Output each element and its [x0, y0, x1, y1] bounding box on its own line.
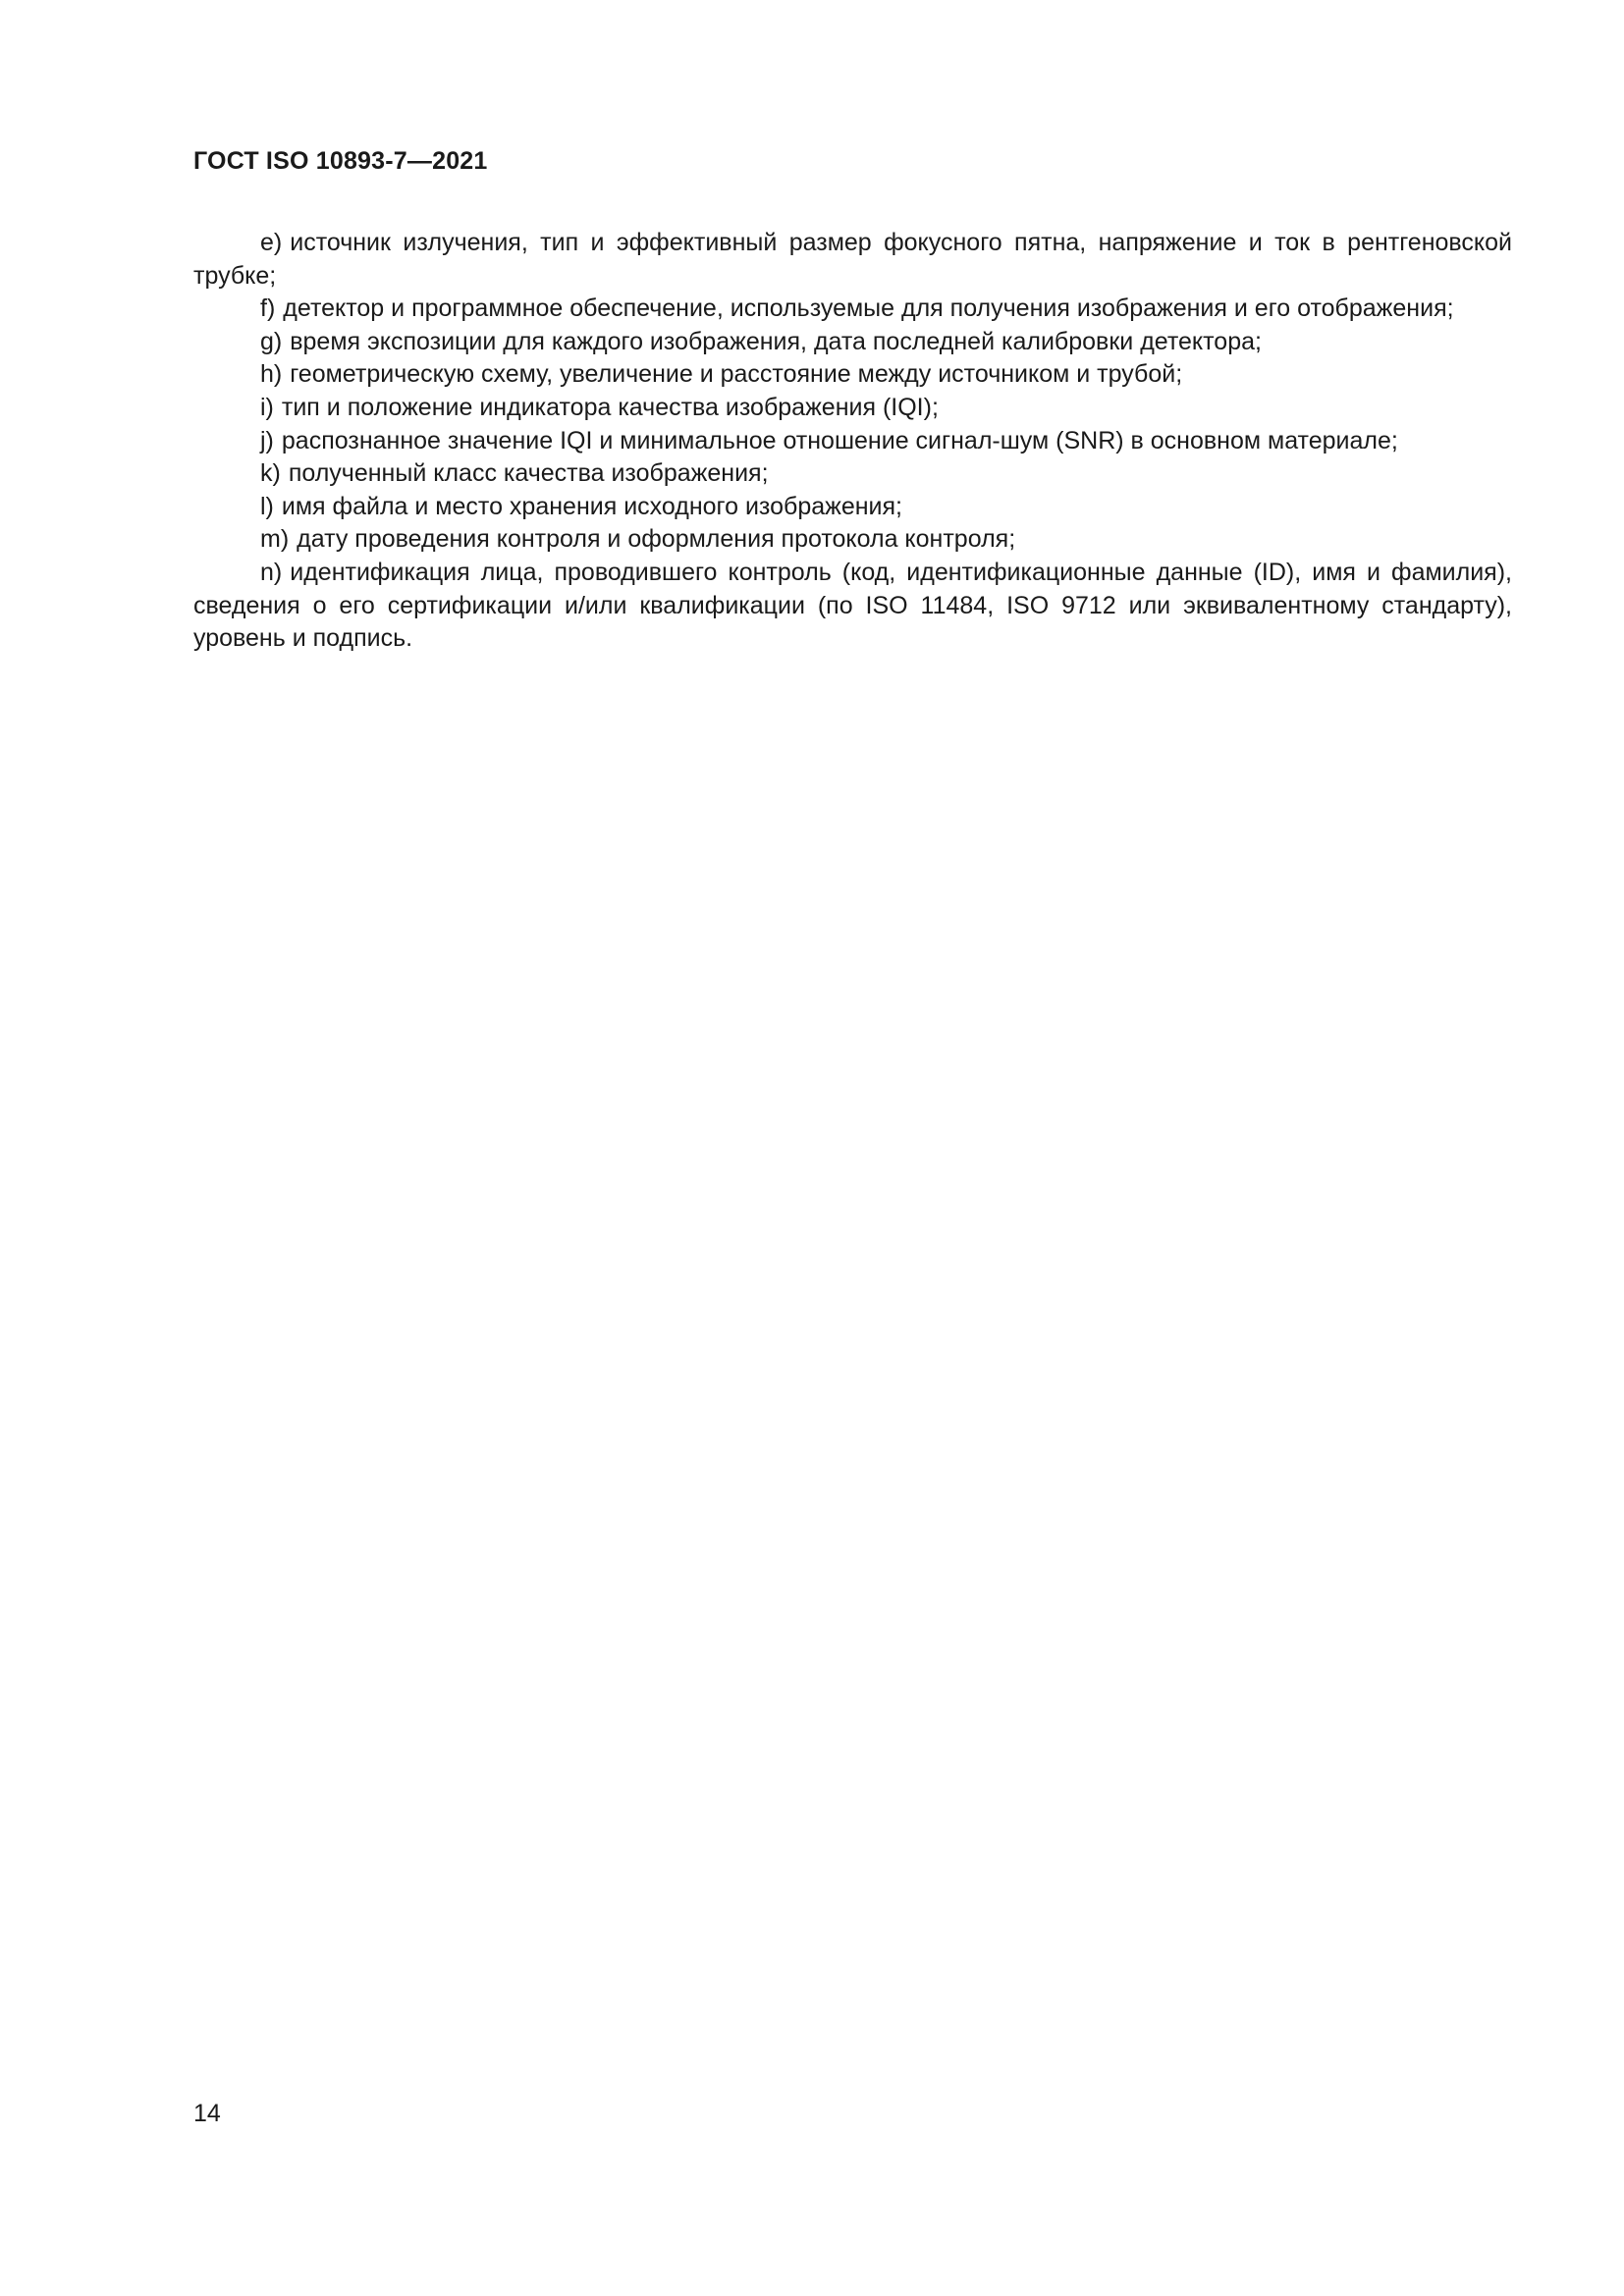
item-marker: l) [260, 492, 274, 520]
list-item-g [193, 326, 1512, 359]
item-marker: f) [260, 294, 276, 323]
item-marker: g) [260, 327, 283, 355]
item-marker: n) [260, 558, 283, 586]
item-text: дату проведения контроля и оформления протокола контроля; [297, 525, 1016, 554]
item-text: имя файла и место хранения исходного изображения; [281, 492, 903, 520]
item-text: распознанное значение IQI и минимальное отношение сигнал-шум (SNR) в основном материале; [281, 426, 1398, 454]
list-item-m [193, 523, 1512, 557]
list-item-e [193, 227, 1512, 293]
list-item-i [193, 392, 1512, 425]
list-item-f [193, 293, 1512, 326]
item-text: время экспозиции для каждого изображения, дата последней калибровки детектора; [290, 327, 1262, 355]
item-text: детектор и программное обеспечение, используемые для получения изображения и его отображения; [283, 294, 1454, 323]
item-text: источник излучения, тип и эффективный размер фокусного пятна, напряжение и ток в рентгеновской трубке; [193, 229, 1512, 290]
list-item-h [193, 358, 1512, 392]
item-text: геометрическую схему, увеличение и расстояние между источником и трубой; [290, 360, 1183, 389]
list-item-l [193, 491, 1512, 524]
document-code-header: ГОСТ ISO 10893-7—2021 [193, 147, 488, 175]
page-number: 14 [193, 2100, 221, 2127]
list-item-k [193, 457, 1512, 491]
list-item-n [193, 557, 1512, 656]
item-text: полученный класс качества изображения; [288, 459, 769, 488]
item-marker: k) [260, 459, 281, 488]
item-marker: h) [260, 360, 283, 389]
list-item-j [193, 425, 1512, 458]
item-marker: j) [260, 426, 274, 454]
item-marker: i) [260, 393, 274, 421]
report-requirements-list [193, 227, 1512, 656]
item-text: идентификация лица, проводившего контроль (код, идентификационные данные (ID), имя и фамилия), сведения о его сертификации и/или квалификации (по ISO 11484, ISO 9712 или эквивалентному стандарту), уровень и подпись. [193, 558, 1512, 653]
item-text: тип и положение индикатора качества изображения (IQI); [281, 393, 939, 421]
item-marker: m) [260, 525, 290, 554]
item-marker: e) [260, 229, 283, 256]
